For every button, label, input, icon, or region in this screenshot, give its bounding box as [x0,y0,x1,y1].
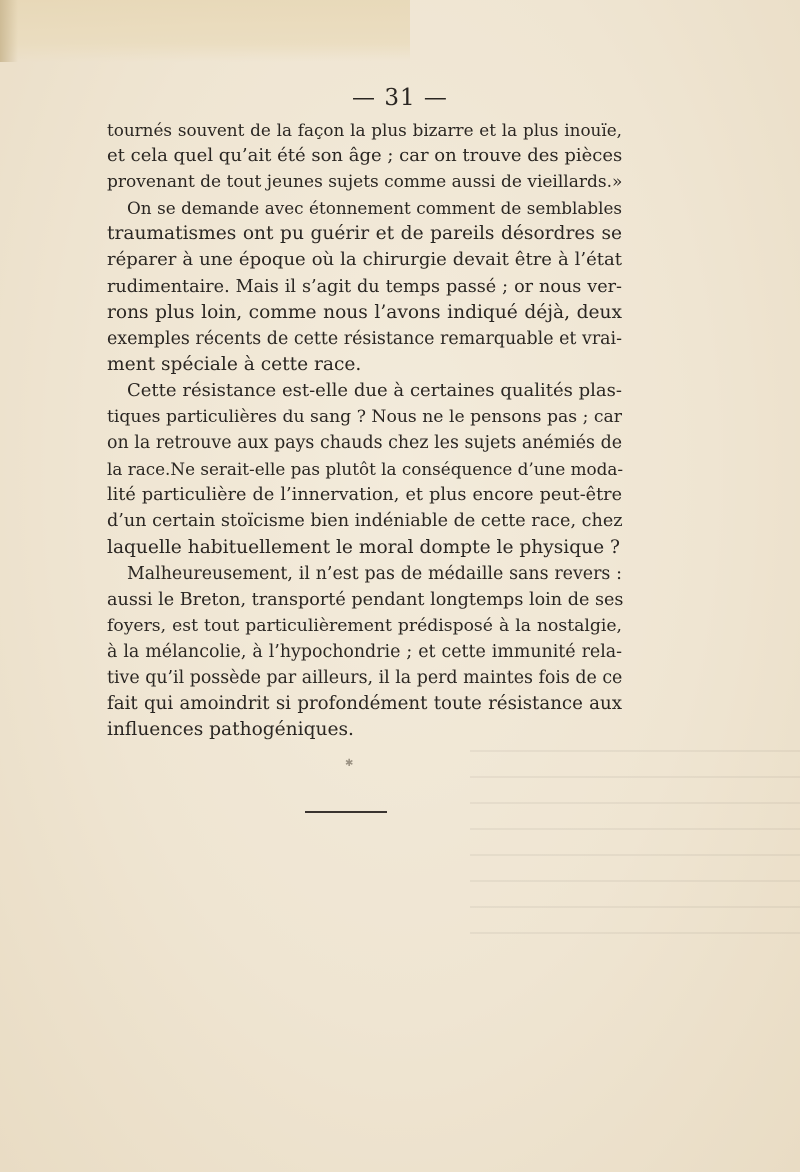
text-line: tive qu’il possède par ailleurs, il la perd maintes fois de ce [107,667,623,688]
text-line: fait qui amoindrit si profondément toute résistance aux [107,693,622,715]
text-line: tiques particulières du sang ? Nous ne le pensons pas ; car [107,407,622,428]
text-line: d’un certain stoïcisme bien indéniable de cette race, chez [107,511,623,532]
page-number: — 31 — [352,85,448,111]
bleed-through-text [470,750,800,950]
text-line: Malheureusement, il n’est pas de médaille sans revers : [127,563,622,584]
text-line: foyers, est tout particulièrement prédisposé à la nostalgie, [107,615,622,636]
ink-speck: ✱ [345,758,354,769]
text-line: rons plus loin, comme nous l’avons indiqué déjà, deux [107,301,622,323]
text-line: la race.Ne serait-elle pas plutôt la conséquence d’une moda- [107,459,624,480]
text-line: provenant de tout jeunes sujets comme aussi de vieillards.» [107,172,623,193]
tape-strip [0,0,410,62]
tape-edge [0,0,18,62]
text-line: ment spéciale à cette race. [107,353,362,375]
text-line: tournés souvent de la façon la plus bizarre et la plus inouïe, [107,120,622,140]
text-line: et cela quel qu’ait été son âge ; car on trouve des pièces [107,145,623,167]
text-line: on la retrouve aux pays chauds chez les sujets anémiés de [107,433,622,454]
text-line: Cette résistance est-elle due à certaines qualités plas- [127,379,622,401]
text-line: à la mélancolie, à l’hypochondrie ; et cette immunité rela- [107,641,622,662]
text-line: rudimentaire. Mais il s’agit du temps passé ; or nous ver- [107,276,622,297]
text-line: laquelle habituellement le moral dompte le physique ? [107,536,620,558]
text-line: exemples récents de cette résistance remarquable et vrai- [107,328,622,349]
text-line: traumatismes ont pu guérir et de pareils désordres se [107,223,622,245]
text-line: lité particulière de l’innervation, et plus encore peut-être [107,485,622,506]
text-line: On se demande avec étonnement comment de semblables [127,198,622,219]
text-line: aussi le Breton, transporté pendant longtemps loin de ses [107,589,624,610]
body-text [107,117,622,743]
text-line: influences pathogéniques. [107,719,354,741]
text-line: réparer à une époque où la chirurgie devait être à l’état [107,249,622,271]
end-rule [305,811,387,813]
